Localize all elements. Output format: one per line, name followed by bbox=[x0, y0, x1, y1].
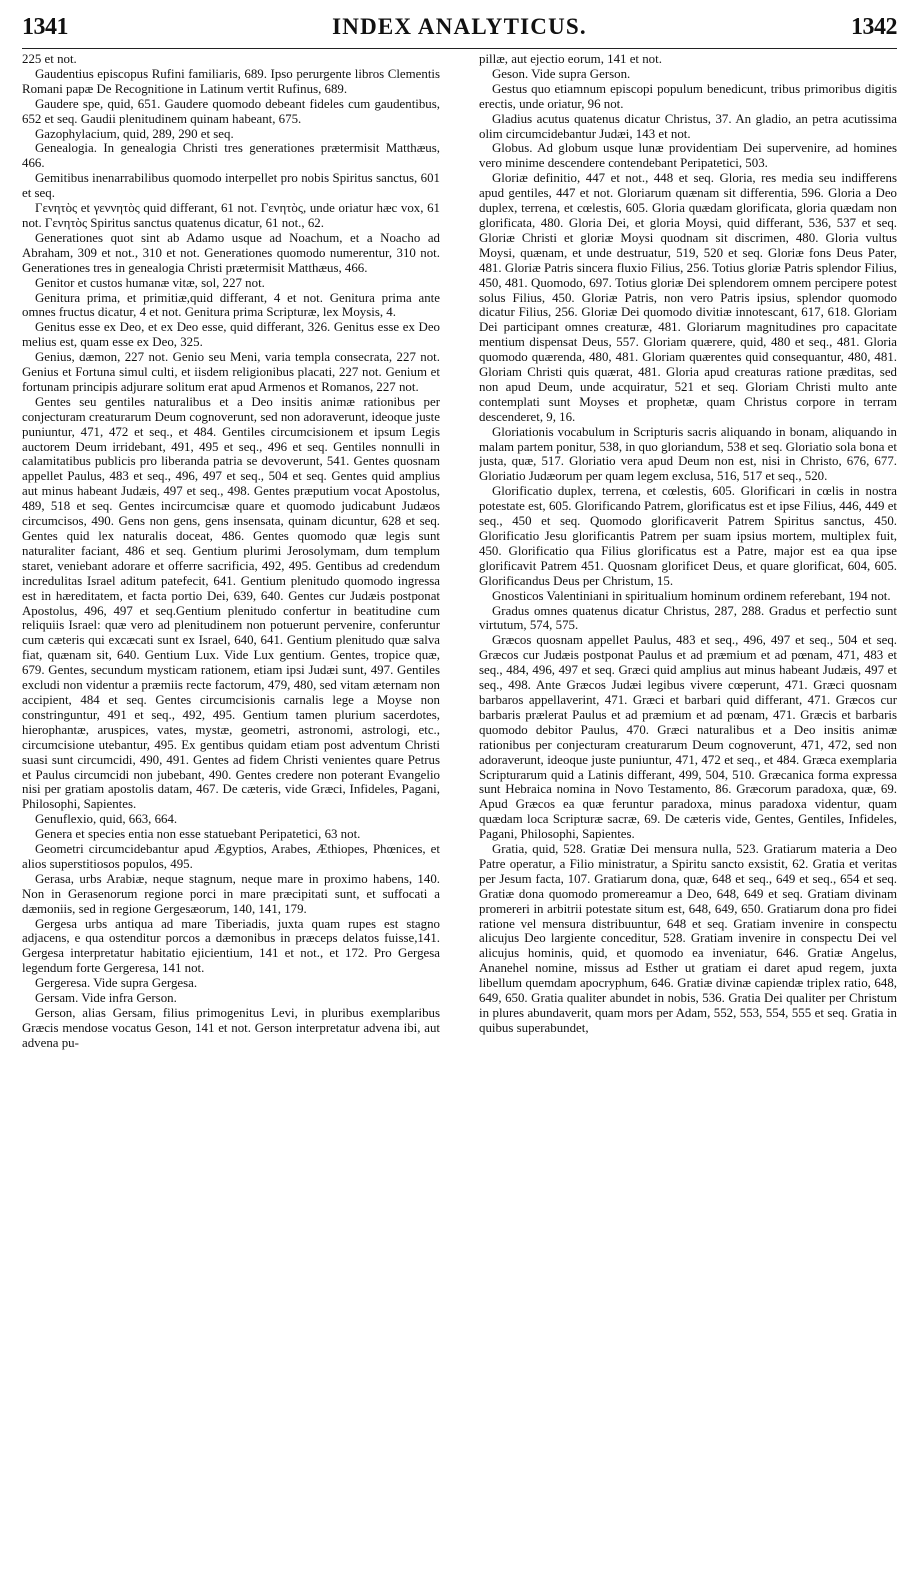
right-column bbox=[479, 52, 897, 1560]
index-entry: Gratia, quid, 528. Gratiæ Dei mensura nulla, 523. Gratiarum materia a Deo Patre operatur, a Filio ministratur, a Spiritu sancto exsistit, 62. Gratia et veritas per Jesum facta, 107. Gratiarum dona, quæ, 648 et seq., 649 et seq., 654 et seq. Gratiæ dona quomodo promereamur a Deo, 648, 649 et seq. Gratiam divinam promereri in arbitrii potestate situm est, 648, 649, 650. Gratiarum dona pro fidei ratione vel mensura distribuuntur, 648 et seq. Gratiam invenire in conspectu alicujus Deo largiente conceditur, 528. Gratiam invenire in conspectu Dei vel alicujus hominis, quid, et quomodo ea inveniatur, 646. Gratiæ Angelus, Ananehel nomine, missus ad Esther ut gratiam ei daret apud regem, juxta libellum quemdam apocryphum, 646. Gratiæ divinæ capiendæ triplex ratio, 648, 649, 650. Gratia qualiter abundet in nobis, 536. Gratia Dei qualiter per Christum in plures abundaverit, quam mors per Adam, 552, 553, 554, 555 et seq. Gratia in quibus superabundet, bbox=[479, 842, 897, 1035]
index-entry: Gerasa, urbs Arabiæ, neque stagnum, neque mare in proximo habens, 140. Non in Gerasenorum regione porci in mare præcipitati sunt, et suffocati a dæmoniis, sed in regione Gergesæorum, 140, 141, 179. bbox=[22, 871, 440, 916]
index-entry: Genius, dæmon, 227 not. Genio seu Meni, varia templa consecrata, 227 not. Genius et Fortuna simul culti, et iisdem religionibus placati, 227 not. Genium et fortunam principis adjurare solitum erat apud Armenos et Romanos, 227 not. bbox=[22, 350, 440, 394]
index-entry: Gersam. Vide infra Gerson. bbox=[35, 991, 177, 1006]
index-entry: Genitor et custos humanæ vitæ, sol, 227 not. bbox=[35, 275, 265, 290]
index-entry: Gentes seu gentiles naturalibus et a Deo insitis animæ rationibus per conjecturam creaturarum Deum cognoverunt, sed non adoraverunt, ideoque juste puniuntur, 471, 472 et seq., et 484. Gentiles circumcisionem et ipsum Legis auctorem Deum irridebant, 491, 495 et seq., 496 et seq. Gentiles nonnulli in calamitatibus publicis pro liberanda patria se devoverunt, 541. Gentes quosnam appellet Paulus, 483 et seq., 496, 497 et seq., 504 et seq. Gentes quid amplius aut minus habeant Judæis, 497 et seq., 498. Gentes præputium vocat Apostolus, 489, 518 et seq. Gentes incircumcisæ quare et quomodo judicabunt Judæos circumcisos, 490. Gens non gens, gens insensata, quinam dicuntur, 628 et seq. Gentes quid lex naturalis doceat, 486. Gentes quomodo quæ legis sunt naturaliter faciant, 486 et seq. Gentium plurimi Jerosolymam, dum templum staret, veniebant adorare et offerre sacrificia, 492, 495. Gentibus ad credendum incredulitas Israel aditum patefecit, 641. Gentium plenitudo quomodo ingressa est in hæreditatem, et facta portio Dei, 639, 640. Gentes cur Judæis postponat Apostolus, 496, 497 et seq.Gentium plenitudo confertur in beatitudine cum reliquiis Israel: quæ vero ad plenitudinem non potuerunt pervenire, conferuntur cum cæteris qui excæcati sunt ex Israel, 640, 641. Gentium plenitudo quæ salva fiat, quænam sit, 640. Gentium Lux. Vide Lux gentium. Gentes, tropice quæ, 679. Gentes, secundum mysticam rationem, etiam ipsi Judæi sunt, 497. Gentiles excludi non videntur a præmiis recte factorum, 479, 480, sed vitam æternam non accipient, 484 et seq. Gentes circumcisionis carnalis lege a Moyse non constringuntur, 491 et seq., 492, 495. Gentium tamen plurium sacerdotes, hierophantæ, aruspices, vates, mystæ, geometri, astronomi, astrologi, etc., circumcisione utebantur, 495. Ex gentibus quidam etiam post adventum Christi suasi sunt circumcidi, 490, 491. Gentes ad fidem Christi venientes quare Petrus et Paulus circumcidi non jubebant, 490. Gentes credere non poterant Evangelio nisi per gratiam apostolis datam, 467. De cæteris, vide Græci, Infideles, Pagani, Philosophi, Sapientes. bbox=[22, 394, 440, 812]
page-number-left: 1341 bbox=[22, 14, 68, 40]
page-number-right: 1342 bbox=[851, 14, 897, 40]
index-entry: Gnosticos Valentiniani in spiritualium hominum ordinem referebant, 194 not. bbox=[492, 588, 891, 603]
index-entry: Gerson, alias Gersam, filius primogenitus Levi, in pluribus exemplaribus Græcis mendose vocatus Geson, 141 et not. Gerson interpretatur advena ibi, aut advena pu- bbox=[22, 1006, 440, 1050]
index-entry: Genitura prima, et primitiæ,quid differant, 4 et not. Genitura prima ante omnes fructus dicatur, 4 et not. Genitura prima Scripturæ, lex Moysis, 4. bbox=[22, 290, 440, 320]
index-entry: Græcos quosnam appellet Paulus, 483 et seq., 496, 497 et seq., 504 et seq. Græcos cur Judæis postponat Paulus et ad præmium et ad pœnam, 471, 483 et seq., 484, 496, 497 et seq. Græci quid amplius aut minus habeant Judæis, 497 et seq., 498. Ante Græcos Judæi legibus vivere cœperunt, 471. Græci quosnam barbaros appellaverint, 471. Græci et barbari quid differant, 471. Græcos cur barbaris prælerat Paulus et ad præmium et ad pœnam, 471. Græcis et barbaris quomodo debitor Paulus, 470. Græci naturalibus et a Deo insitis animæ rationibus per conjecturam creaturarum Deum cognoverunt, 471, 472, sed non adoraverunt, ideoque juste puniuntur, 471, 472 et seq., et 484. Græca exemplaria Scripturarum quid a Latinis differant, 499, 504, 510. Græcanica forma expressa sunt Hebraica nomina in Novo Testamento, 86. Græcorum paradoxa, quæ, 69. Apud Græcos ea quæ feruntur paradoxa, minus paradoxa videntur, quam quædam loca Scripturæ sacræ, 69. De cæteris vide, Gentes, Gentiles, Infideles, Pagani, Philosophi, Sapientes. bbox=[479, 633, 897, 842]
index-entry: Gergesa urbs antiqua ad mare Tiberiadis, juxta quam rupes est stagno adjacens, e qua ostenditur porcos a dæmonibus in præceps delatos fuisse,141. Gergesa interpretatur habitatio ejicientium, 141 et not., et 172. Pro Gergesa legendum forte Gergeresa, 141 not. bbox=[22, 916, 440, 976]
index-entry: Genitus esse ex Deo, et ex Deo esse, quid differant, 326. Genitus esse ex Deo melius est, quam esse ex Deo, 325. bbox=[22, 320, 440, 350]
index-entry: Genuflexio, quid, 663, 664. bbox=[35, 812, 178, 827]
index-entry: Gestus quo etiamnum episcopi populum benedicunt, tribus primoribus digitis erectis, unde oriatur, 96 not. bbox=[479, 81, 897, 111]
page-header bbox=[22, 14, 897, 49]
index-entry: pillæ, aut ejectio eorum, 141 et not. bbox=[479, 52, 662, 66]
left-column bbox=[22, 52, 440, 1560]
index-entry: Gaudere spe, quid, 651. Gaudere quomodo debeant fideles cum gaudentibus, 652 et seq. Gaudii plenitudinem quinam habeant, 675. bbox=[22, 96, 440, 126]
index-entry: Γενητὸς et γεννητὸς quid differant, 61 not. Γενητὸς, unde oriatur hæc vox, 61 not. Γενητὸς Spiritus sanctus quatenus dicatur, 61 not., 62. bbox=[22, 201, 440, 230]
index-entry: Gladius acutus quatenus dicatur Christus, 37. An gladio, an petra acutissima olim circumcidebantur Judæi, 143 et not. bbox=[479, 111, 897, 141]
index-entry: Globus. Ad globum usque lunæ providentiam Dei supervenire, ad homines vero minime descendere contendebant Peripatetici, 503. bbox=[479, 141, 897, 171]
index-entry: Genera et species entia non esse statuebant Peripatetici, 63 not. bbox=[35, 827, 361, 842]
index-entry: Geometri circumcidebantur apud Ægyptios, Arabes, Æthiopes, Phœnices, et alios superstitiosos populos, 495. bbox=[22, 842, 440, 871]
index-entry: Gradus omnes quatenus dicatur Christus, 287, 288. Gradus et perfectio sunt virtutum, 574, 575. bbox=[479, 603, 897, 633]
index-entry: Genealogia. In genealogia Christi tres generationes prætermisit Matthæus, 466. bbox=[22, 141, 440, 171]
index-entry: 225 et not. bbox=[22, 52, 77, 66]
index-entry: Geson. Vide supra Gerson. bbox=[492, 66, 631, 81]
index-entry: Generationes quot sint ab Adamo usque ad Noachum, et a Noacho ad Abraham, 309 et not., 310 et not. Generationes quomodo numerentur, 310 not. Generationes tres in genealogia Christi prætermisit Matthæus, 466. bbox=[22, 230, 440, 275]
index-entry: Gazophylacium, quid, 289, 290 et seq. bbox=[35, 126, 234, 141]
index-entry: Gergeresa. Vide supra Gergesa. bbox=[35, 976, 198, 991]
index-entry: Glorificatio duplex, terrena, et cœlestis, 605. Glorificari in cœlis in nostra potestate est, 605. Glorificando Patrem, glorificatus est et ipse Filius, 446, 449 et seq., 450 et seq. Quomodo glorificaverit Patrem Spiritus sanctus, 450. Glorificatio Jesu glorificantis Patrem per suam ipsius mortem, multiplex fuit, 450. Glorificatio qua Filius glorificatus est a Patre, major est ea qua ipse glorificavit Patrem 451. Quosnam glorificet Deus, et quare glorificat, 604, 605. Glorificandus Deus per Christum, 15. bbox=[479, 484, 897, 588]
index-entry: Gemitibus inenarrabilibus quomodo interpellet pro nobis Spiritus sanctus, 601 et seq. bbox=[22, 171, 440, 201]
running-title: INDEX ANALYTICUS. bbox=[332, 14, 587, 39]
index-entry: Gloriæ definitio, 447 et not., 448 et seq. Gloria, res media seu indifferens apud gentiles, 447 et not. Gloriarum quænam sit differentia, 596. Gloria a Deo duplex, terrena, et cœlestis, 605. Gloria quædam glorificata, gloria quædam non glorificata, 480. Gloria Dei, et gloria Moysi, quid differant, 536, 537 et seq. Gloriæ Christi et gloriæ Moysi quodnam sit discrimen, 480. Gloria vultus Moysi, quænam, et unde destruatur, 519, 520 et seq. Gloriæ fons Deus Pater, 481. Gloriæ Patris sincera fluxio Filius, 256. Totius gloriæ Patris splendor Filius, 450, 481. Quomodo, 697. Totius gloriæ Dei splendorem omnem percipere potest solus Filius, 450. Gloriæ Patris, non vero Patris ipsius, splendor quomodo dicatur Filius, 256. Gloriæ Dei quomodo divitiæ innotescant, 617, 618. Gloriam Dei participant omnes creaturæ, 481. Gloriarum magnitudines pro capacitate mentium dispensat Deus, 557. Gloriam quærere, quid, 480 et seq., 481. Gloria quomodo quærenda, 480, 481. Gloriam quærentes quid consequantur, 480, 481. Gloriam Christi quis quærat, 481. Gloria apud creaturas ratione præditas, sed non apud Deum, unde acquiratur, 521 et seq. Gloriam Christi multo ante contemplati sunt Moyses et prophetæ, quam Christus corpore in terram descenderet, 9, 16. bbox=[479, 171, 897, 424]
index-entry: Gaudentius episcopus Rufini familiaris, 689. Ipso perurgente libros Clementis Romani papæ De Recognitione in Latinum vertit Rufinus, 689. bbox=[22, 66, 440, 96]
index-entry: Gloriationis vocabulum in Scripturis sacris aliquando in bonam, aliquando in malam partem ponitur, 538, in quo gloriandum, 538 et seq. Gloriatio sola bona et justa, quæ, 517. Gloriatio vera apud Deum non est, nisi in Christo, 676, 677. Gloriatio Judæorum per quam legem exclusa, 516, 517 et seq., 520. bbox=[479, 424, 897, 484]
